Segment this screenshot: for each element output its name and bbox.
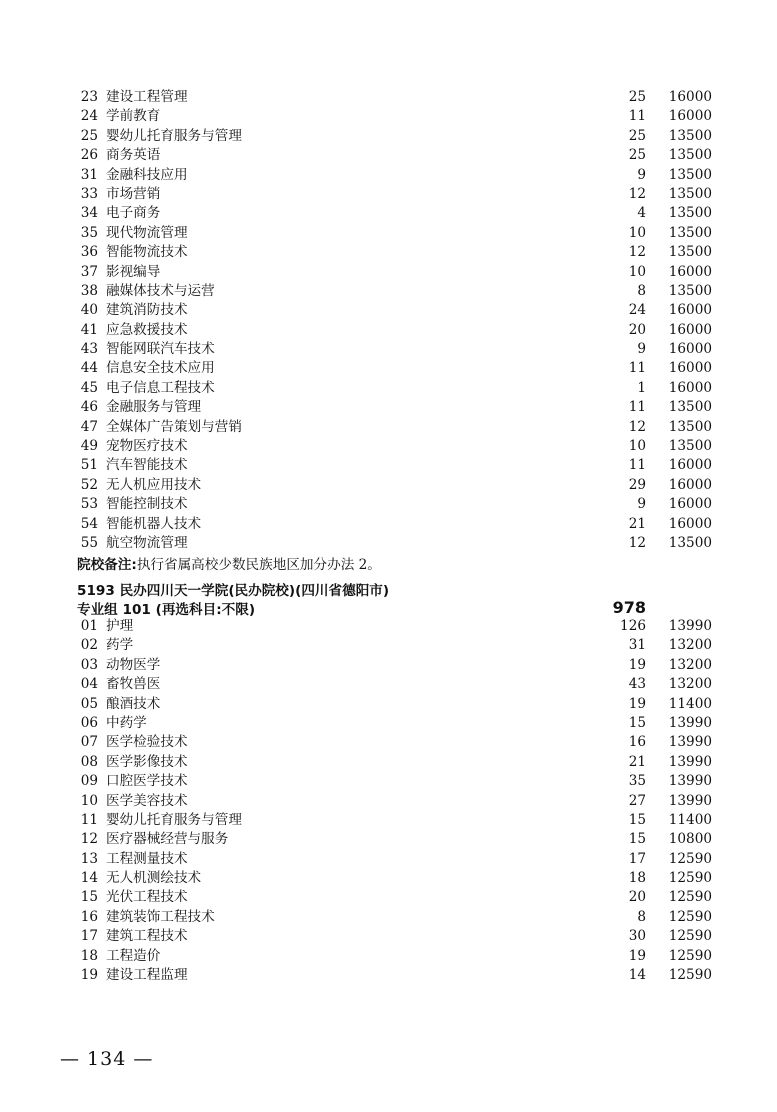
tuition-fee: 13200 xyxy=(668,656,712,673)
major-name: 无人机测绘技术 xyxy=(106,870,202,887)
table-row xyxy=(0,243,777,262)
major-code: 45 xyxy=(80,379,98,396)
enroll-count: 20 xyxy=(628,321,646,338)
tuition-fee: 13500 xyxy=(668,185,712,202)
enroll-count: 10 xyxy=(628,224,646,241)
enroll-count: 9 xyxy=(637,341,646,358)
major-name: 智能控制技术 xyxy=(106,496,188,513)
table-row xyxy=(0,772,777,791)
major-name: 护理 xyxy=(106,618,134,634)
major-name: 智能机器人技术 xyxy=(106,515,202,532)
major-name: 建筑工程技术 xyxy=(106,928,188,945)
enroll-count: 15 xyxy=(628,811,646,828)
tuition-fee: 16000 xyxy=(668,496,712,513)
enroll-count: 9 xyxy=(637,166,646,183)
table-row xyxy=(0,456,777,475)
major-name: 工程测量技术 xyxy=(106,850,188,867)
enroll-count: 15 xyxy=(628,831,646,848)
major-code: 41 xyxy=(80,321,98,338)
major-code: 25 xyxy=(80,127,98,144)
major-code: 55 xyxy=(80,534,98,551)
tuition-fee: 10800 xyxy=(668,831,712,848)
enroll-count: 14 xyxy=(628,967,646,984)
table-row xyxy=(0,869,777,888)
major-name: 建设工程管理 xyxy=(106,89,188,105)
table-row xyxy=(0,617,777,636)
enroll-count: 18 xyxy=(628,870,646,887)
table-row xyxy=(0,263,777,282)
major-code: 10 xyxy=(80,792,98,809)
major-name: 婴幼儿托育服务与管理 xyxy=(106,127,242,144)
enroll-count: 17 xyxy=(628,850,646,867)
school-note xyxy=(77,553,381,573)
enroll-count: 11 xyxy=(628,360,646,377)
table-row xyxy=(0,792,777,811)
tuition-fee: 13990 xyxy=(668,734,712,751)
tuition-fee: 13500 xyxy=(668,224,712,241)
tuition-fee: 16000 xyxy=(668,341,712,358)
enroll-count: 1 xyxy=(637,379,646,396)
table-row xyxy=(0,340,777,359)
major-name: 光伏工程技术 xyxy=(106,889,188,906)
major-name: 金融科技应用 xyxy=(106,166,188,183)
major-name: 医疗器械经营与服务 xyxy=(106,831,229,848)
major-name: 智能物流技术 xyxy=(106,244,188,261)
tuition-fee: 12590 xyxy=(668,947,712,964)
table-row xyxy=(0,675,777,694)
major-name: 医学检验技术 xyxy=(106,734,188,751)
tuition-fee: 13500 xyxy=(668,438,712,455)
major-code: 04 xyxy=(80,676,98,693)
major-name: 全媒体广告策划与营销 xyxy=(106,418,242,435)
table-row xyxy=(0,695,777,714)
table-row xyxy=(0,966,777,985)
major-name: 影视编导 xyxy=(106,263,161,280)
table-row xyxy=(0,418,777,437)
enroll-count: 25 xyxy=(628,127,646,144)
tuition-fee: 16000 xyxy=(668,302,712,319)
major-code: 14 xyxy=(80,870,98,887)
major-name: 信息安全技术应用 xyxy=(106,360,215,377)
major-code: 23 xyxy=(80,89,98,105)
tuition-fee: 16000 xyxy=(668,263,712,280)
major-code: 35 xyxy=(80,224,98,241)
major-name: 建筑消防技术 xyxy=(106,302,188,319)
major-code: 17 xyxy=(80,928,98,945)
table-row xyxy=(0,301,777,320)
tuition-fee: 12590 xyxy=(668,850,712,867)
tuition-fee: 16000 xyxy=(668,89,712,105)
tuition-fee: 13500 xyxy=(668,244,712,261)
major-code: 19 xyxy=(80,967,98,984)
table-row xyxy=(0,888,777,907)
enroll-count: 25 xyxy=(628,89,646,105)
note-label: 院校备注: xyxy=(77,557,137,573)
tuition-fee: 13500 xyxy=(668,418,712,435)
enroll-count: 12 xyxy=(628,418,646,435)
major-name: 电子信息工程技术 xyxy=(106,379,215,396)
table-row xyxy=(0,636,777,655)
major-code: 44 xyxy=(80,360,98,377)
major-name: 建设工程监理 xyxy=(106,967,188,984)
enroll-count: 19 xyxy=(628,947,646,964)
table-row xyxy=(0,714,777,733)
enroll-count: 21 xyxy=(628,515,646,532)
enroll-count: 4 xyxy=(637,205,646,222)
table-row xyxy=(0,733,777,752)
enroll-count: 11 xyxy=(628,457,646,474)
major-code: 12 xyxy=(80,831,98,848)
table-row xyxy=(0,850,777,869)
tuition-fee: 12590 xyxy=(668,908,712,925)
tuition-fee: 13990 xyxy=(668,792,712,809)
major-code: 31 xyxy=(80,166,98,183)
table-row xyxy=(0,166,777,185)
major-name: 工程造价 xyxy=(106,947,161,964)
tuition-fee: 13500 xyxy=(668,166,712,183)
enroll-count: 9 xyxy=(637,496,646,513)
enroll-count: 10 xyxy=(628,263,646,280)
major-name: 建筑装饰工程技术 xyxy=(106,908,215,925)
enroll-count: 29 xyxy=(628,476,646,493)
enroll-count: 19 xyxy=(628,695,646,712)
table-row xyxy=(0,359,777,378)
major-code: 07 xyxy=(80,734,98,751)
major-name: 电子商务 xyxy=(106,205,161,222)
tuition-fee: 12590 xyxy=(668,928,712,945)
tuition-fee: 13200 xyxy=(668,637,712,654)
school-title: 5193 民办四川天一学院(民办院校)(四川省德阳市) xyxy=(77,583,390,599)
major-code: 05 xyxy=(80,695,98,712)
major-code: 01 xyxy=(80,618,98,634)
major-code: 40 xyxy=(80,302,98,319)
major-code: 13 xyxy=(80,850,98,867)
enroll-count: 27 xyxy=(628,792,646,809)
enroll-count: 12 xyxy=(628,244,646,261)
major-name: 宠物医疗技术 xyxy=(106,438,188,455)
tuition-fee: 16000 xyxy=(668,108,712,125)
enroll-count: 8 xyxy=(637,282,646,299)
enroll-count: 8 xyxy=(637,908,646,925)
major-code: 49 xyxy=(80,438,98,455)
major-code: 38 xyxy=(80,282,98,299)
major-name: 婴幼儿托育服务与管理 xyxy=(106,811,242,828)
major-code: 02 xyxy=(80,637,98,654)
major-code: 08 xyxy=(80,753,98,770)
major-name: 智能网联汽车技术 xyxy=(106,341,215,358)
tuition-fee: 12590 xyxy=(668,889,712,906)
enroll-count: 11 xyxy=(628,108,646,125)
enroll-count: 12 xyxy=(628,534,646,551)
tuition-fee: 13990 xyxy=(668,714,712,731)
major-code: 03 xyxy=(80,656,98,673)
table-row xyxy=(0,534,777,553)
major-code: 53 xyxy=(80,496,98,513)
major-code: 43 xyxy=(80,341,98,358)
major-code: 34 xyxy=(80,205,98,222)
major-name: 现代物流管理 xyxy=(106,224,188,241)
major-name: 汽车智能技术 xyxy=(106,457,188,474)
tuition-fee: 13500 xyxy=(668,205,712,222)
tuition-fee: 11400 xyxy=(668,811,712,828)
table-row xyxy=(0,185,777,204)
tuition-fee: 16000 xyxy=(668,476,712,493)
major-name: 酿酒技术 xyxy=(106,695,161,712)
table-row xyxy=(0,146,777,165)
table-row xyxy=(0,515,777,534)
tuition-fee: 16000 xyxy=(668,515,712,532)
table-row xyxy=(0,908,777,927)
tuition-fee: 16000 xyxy=(668,457,712,474)
enroll-count: 15 xyxy=(628,714,646,731)
major-name: 医学影像技术 xyxy=(106,753,188,770)
group-header xyxy=(0,598,777,618)
table-row xyxy=(0,321,777,340)
major-list-1 xyxy=(0,88,777,553)
tuition-fee: 13990 xyxy=(668,618,712,634)
table-row xyxy=(0,495,777,514)
enroll-count: 30 xyxy=(628,928,646,945)
major-name: 畜牧兽医 xyxy=(106,676,161,693)
table-row xyxy=(0,379,777,398)
tuition-fee: 13990 xyxy=(668,773,712,790)
table-row xyxy=(0,656,777,675)
major-code: 37 xyxy=(80,263,98,280)
tuition-fee: 13500 xyxy=(668,127,712,144)
group-label: 专业组 101 (再选科目:不限) xyxy=(77,602,256,618)
tuition-fee: 16000 xyxy=(668,360,712,377)
enroll-count: 19 xyxy=(628,656,646,673)
tuition-fee: 16000 xyxy=(668,379,712,396)
major-code: 15 xyxy=(80,889,98,906)
table-row xyxy=(0,476,777,495)
major-name: 药学 xyxy=(106,637,134,654)
table-row xyxy=(0,811,777,830)
major-code: 54 xyxy=(80,515,98,532)
major-code: 47 xyxy=(80,418,98,435)
enroll-count: 11 xyxy=(628,399,646,416)
major-code: 16 xyxy=(80,908,98,925)
tuition-fee: 13500 xyxy=(668,147,712,164)
page-number: — 134 — xyxy=(60,1048,154,1070)
enroll-count: 35 xyxy=(628,773,646,790)
tuition-fee: 16000 xyxy=(668,321,712,338)
enroll-count: 12 xyxy=(628,185,646,202)
table-row xyxy=(0,88,777,107)
major-name: 融媒体技术与运营 xyxy=(106,282,215,299)
table-row xyxy=(0,282,777,301)
major-name: 医学美容技术 xyxy=(106,792,188,809)
tuition-fee: 13200 xyxy=(668,676,712,693)
major-code: 11 xyxy=(80,811,98,828)
major-name: 学前教育 xyxy=(106,108,161,125)
major-code: 09 xyxy=(80,773,98,790)
table-row xyxy=(0,753,777,772)
major-code: 26 xyxy=(80,147,98,164)
table-row xyxy=(0,398,777,417)
enroll-count: 20 xyxy=(628,889,646,906)
major-name: 无人机应用技术 xyxy=(106,476,202,493)
enroll-count: 16 xyxy=(628,734,646,751)
major-code: 33 xyxy=(80,185,98,202)
tuition-fee: 13500 xyxy=(668,534,712,551)
tuition-fee: 13500 xyxy=(668,399,712,416)
enroll-count: 126 xyxy=(620,618,646,634)
tuition-fee: 13990 xyxy=(668,753,712,770)
major-name: 动物医学 xyxy=(106,656,161,673)
note-text: 执行省属高校少数民族地区加分办法 2。 xyxy=(136,557,381,573)
major-list-2 xyxy=(0,617,777,985)
enroll-count: 10 xyxy=(628,438,646,455)
major-code: 52 xyxy=(80,476,98,493)
table-row xyxy=(0,927,777,946)
group-count: 978 xyxy=(612,598,646,617)
tuition-fee: 12590 xyxy=(668,967,712,984)
major-name: 中药学 xyxy=(106,714,147,731)
major-code: 36 xyxy=(80,244,98,261)
major-code: 51 xyxy=(80,457,98,474)
enroll-count: 31 xyxy=(628,637,646,654)
table-row xyxy=(0,107,777,126)
table-row xyxy=(0,224,777,243)
major-name: 市场营销 xyxy=(106,185,161,202)
major-code: 24 xyxy=(80,108,98,125)
major-name: 航空物流管理 xyxy=(106,534,188,551)
tuition-fee: 12590 xyxy=(668,870,712,887)
enroll-count: 24 xyxy=(628,302,646,319)
table-row xyxy=(0,127,777,146)
major-name: 应急救援技术 xyxy=(106,321,188,338)
major-name: 口腔医学技术 xyxy=(106,773,188,790)
table-row xyxy=(0,204,777,223)
tuition-fee: 11400 xyxy=(668,695,712,712)
major-code: 46 xyxy=(80,399,98,416)
table-row xyxy=(0,437,777,456)
enroll-count: 43 xyxy=(628,676,646,693)
tuition-fee: 13500 xyxy=(668,282,712,299)
table-row xyxy=(0,947,777,966)
major-name: 商务英语 xyxy=(106,147,161,164)
major-code: 06 xyxy=(80,714,98,731)
enroll-count: 25 xyxy=(628,147,646,164)
table-row xyxy=(0,830,777,849)
enroll-count: 21 xyxy=(628,753,646,770)
major-code: 18 xyxy=(80,947,98,964)
major-name: 金融服务与管理 xyxy=(106,399,202,416)
